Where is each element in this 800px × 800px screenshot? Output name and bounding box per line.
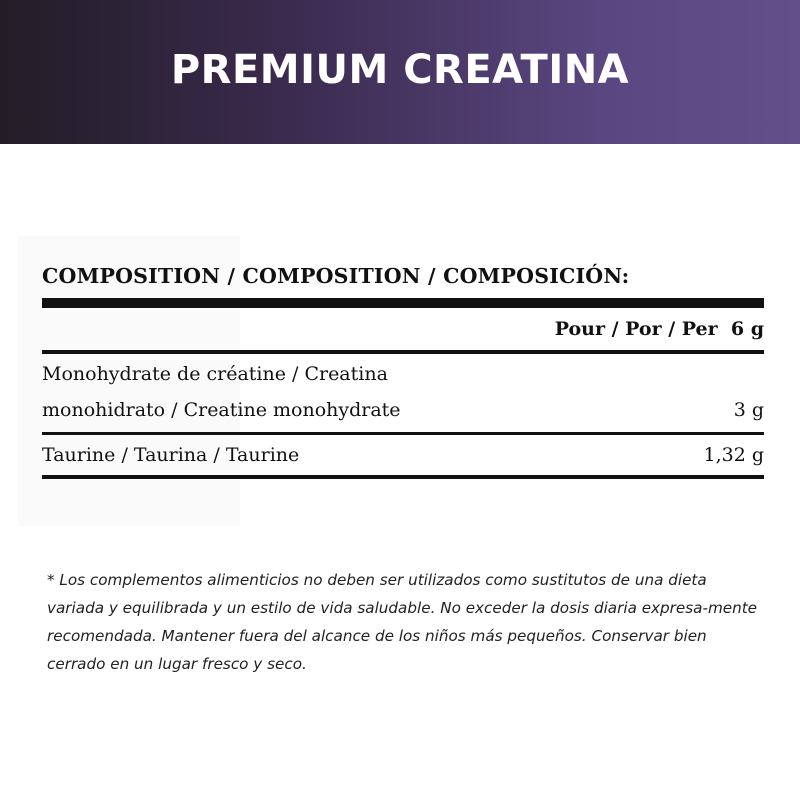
ingredient-name-line1: Monohydrate de créatine / Creatina — [42, 363, 388, 385]
header-banner — [0, 0, 800, 144]
divider-thick — [42, 298, 764, 308]
ingredient-amount: 3 g — [733, 399, 764, 421]
disclaimer-text: * Los complementos alimenticios no deben ser utilizados como sustitutos de una dieta variada y equilibrada y un estilo de vida saludable. No exceder la dosis diaria expresa-mente recomendada. Mantener fuera del alcance de los niños más pequeños. Conservar bien cerrado en un lugar fresco y seco. — [47, 571, 758, 673]
composition-table — [42, 262, 764, 479]
ingredient-amount: 1,32 g — [703, 444, 764, 466]
divider — [42, 475, 764, 479]
page-title: PREMIUM CREATINA — [170, 47, 630, 93]
table-row — [42, 354, 764, 432]
table-row — [42, 435, 764, 475]
ingredient-name: Taurine / Taurina / Taurine — [42, 444, 300, 466]
serving-header — [42, 308, 764, 350]
serving-label: Pour / Por / Per 6 g — [554, 318, 764, 340]
composition-title: COMPOSITION / COMPOSITION / COMPOSICIÓN: — [42, 264, 630, 288]
ingredient-name-line2: monohidrato / Creatine monohydrate — [42, 399, 401, 421]
